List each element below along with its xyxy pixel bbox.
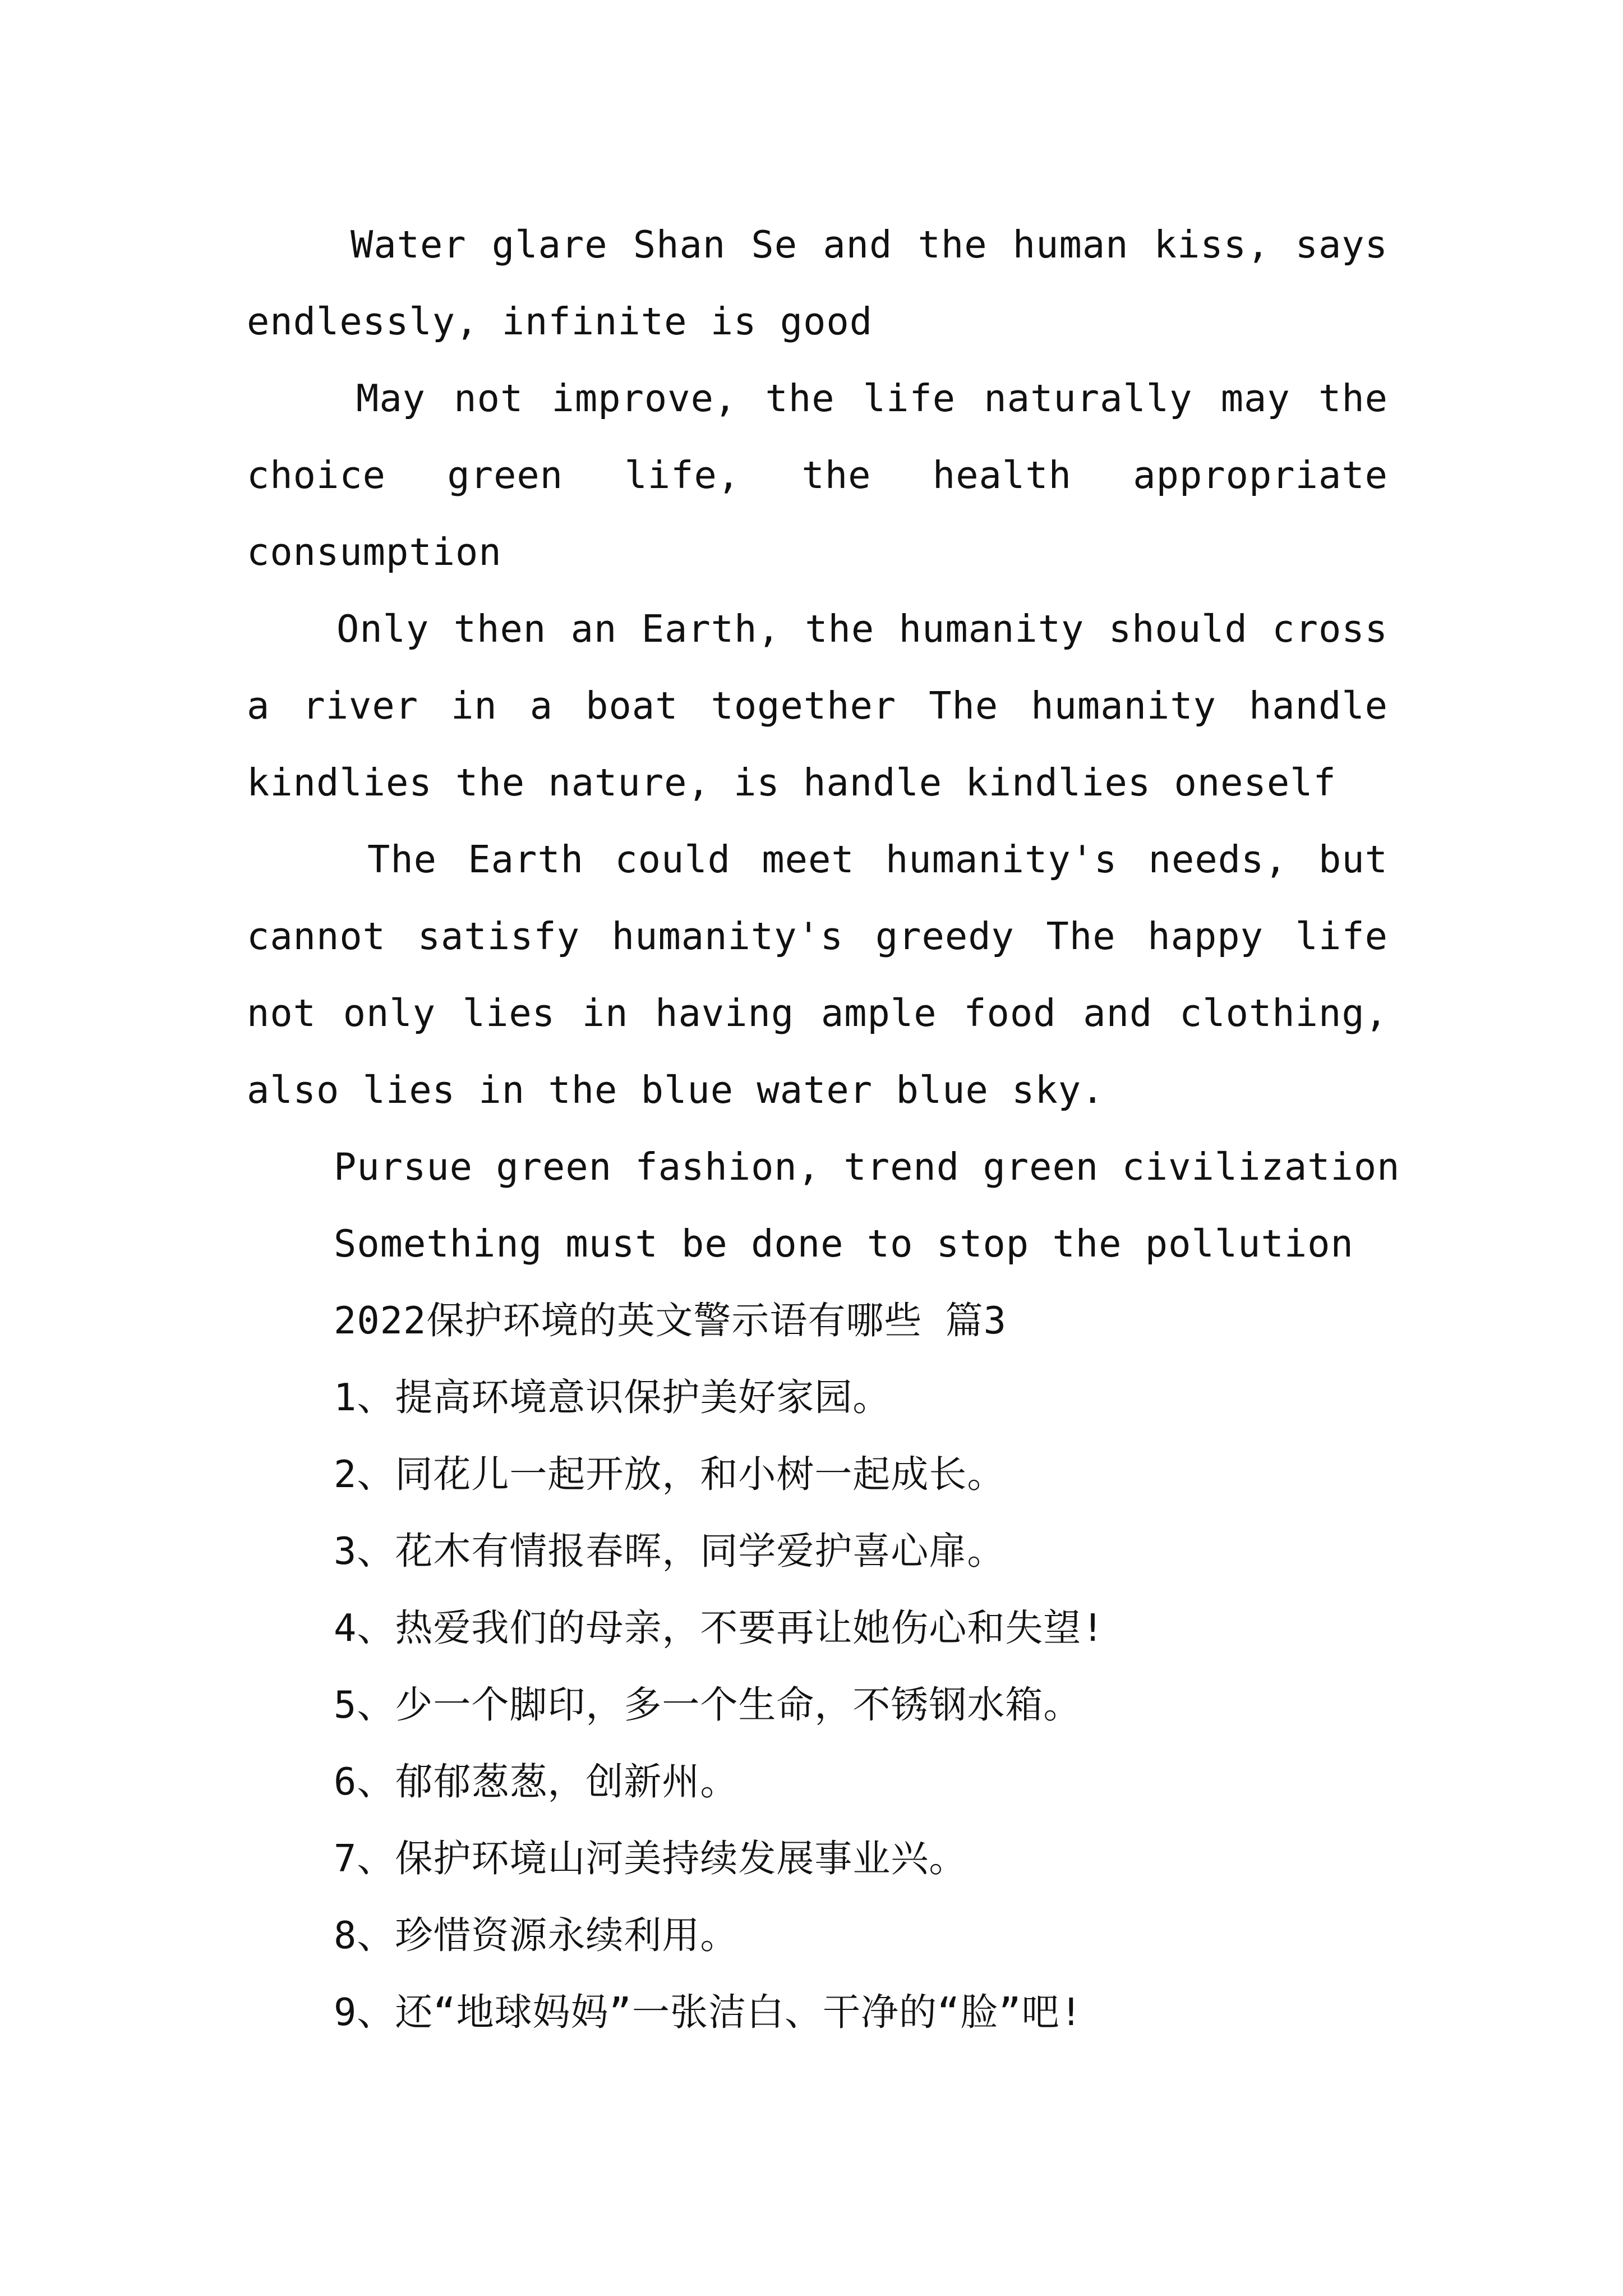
list-item: 2、同花儿一起开放，和小树一起成长。 bbox=[334, 1452, 1006, 1496]
text-line: Pursue green fashion, trend green civilization bbox=[334, 1145, 1400, 1189]
section-heading: 2022保护环境的英文警示语有哪些 篇3 bbox=[334, 1299, 1007, 1342]
list-item: 6、郁郁葱葱，创新州。 bbox=[334, 1760, 739, 1803]
list-item: 7、保护环境山河美持续发展事业兴。 bbox=[334, 1837, 967, 1880]
list-item: 1、提高环境意识保护美好家园。 bbox=[334, 1375, 891, 1419]
list-item: 9、还“地球妈妈”一张洁白、干净的“脸”吧! bbox=[334, 1990, 1083, 2034]
list-item: 8、珍惜资源永续利用。 bbox=[334, 1913, 739, 1957]
text-line: Something must be done to stop the pollution bbox=[334, 1222, 1354, 1266]
list-item: 4、热爱我们的母亲，不要再让她伤心和失望! bbox=[334, 1606, 1105, 1650]
paragraph: Only then an Earth, the humanity should cross a river in a boat together The humanity handle kindlies the nature, is handle kindlies oneself bbox=[247, 607, 1388, 804]
list-item: 5、少一个脚印，多一个生命，不锈钢水箱。 bbox=[334, 1683, 1082, 1727]
paragraph: May not improve, the life naturally may the choice green life, the health appropriate consumption bbox=[247, 376, 1388, 574]
document-body bbox=[247, 206, 1400, 2051]
list-item: 3、花木有情报春晖，同学爱护喜心扉。 bbox=[334, 1529, 1006, 1573]
paragraph: The Earth could meet humanity's needs, but cannot satisfy humanity's greedy The happy life not only lies in having ample food and clothing, also lies in the blue water blue sky. bbox=[247, 838, 1388, 1112]
paragraph: Water glare Shan Se and the human kiss, says endlessly, infinite is good bbox=[247, 223, 1388, 343]
